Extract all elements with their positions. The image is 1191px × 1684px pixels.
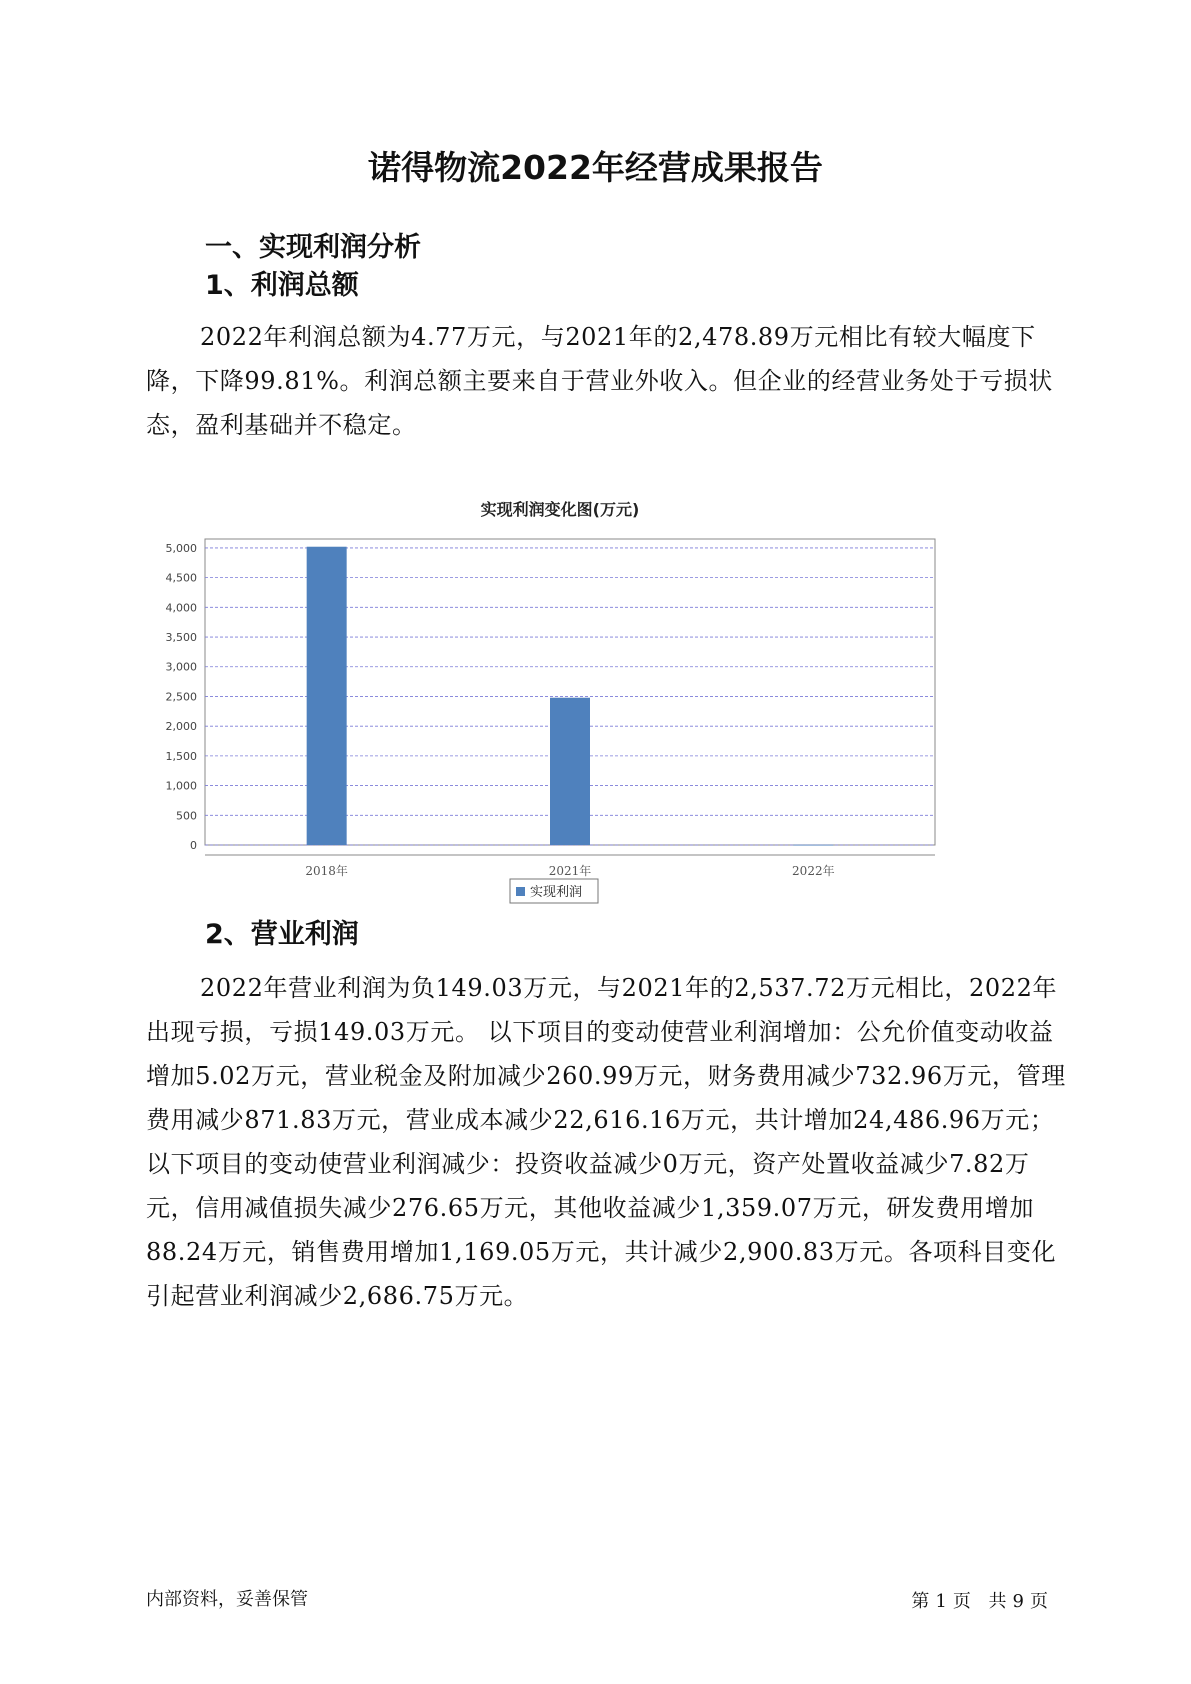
- y-tick-label: 5,000: [165, 541, 197, 555]
- page-prefix: 第: [911, 1591, 930, 1612]
- y-tick-label: 3,500: [165, 631, 197, 645]
- y-tick-label: 4,500: [165, 571, 197, 585]
- y-tick-label: 1,000: [165, 779, 197, 793]
- y-tick-label: 3,000: [165, 660, 197, 674]
- footer-confidential-note: 内部资料，妥善保管: [146, 1589, 308, 1610]
- y-tick-label: 500: [176, 809, 197, 823]
- y-tick-label: 2,500: [165, 690, 197, 704]
- footer-page-indicator: [908, 1587, 1051, 1613]
- document-title: 诺得物流2022年经营成果报告: [368, 148, 823, 187]
- total-pages: 9: [1012, 1591, 1024, 1612]
- total-prefix: 共: [988, 1591, 1007, 1612]
- operating-profit-paragraph: 2022年营业利润为负149.03万元，与2021年的2,537.72万元相比，2022年出现亏损，亏损149.03万元。 以下项目的变动使营业利润增加：公允价值变动收益增加5.02万元，营业税金及附加减少260.99万元，财务费用减少732.96万元，管理费用减少871.83万元，营业成本减少22,616.16万元，共计增加24,486.96万元；以下项目的变动使营业利润减少：投资收益减少0万元，资产处置收益减少7.82万元，信用减值损失减少276.65万元，其他收益减少1,359.07万元，研发费用增加88.24万元，销售费用增加1,169.05万元，共计减少2,900.83万元。各项科目变化引起营业利润减少2,686.75万元。: [146, 974, 1066, 1310]
- y-tick-label: 2,000: [165, 720, 197, 734]
- x-tick-label: 2018年: [305, 864, 348, 878]
- chart-legend: [510, 879, 598, 903]
- subsection-heading-operating-profit: 2、营业利润: [205, 919, 359, 950]
- total-suffix: 页: [1030, 1591, 1048, 1612]
- chart-svg: [150, 495, 1030, 955]
- total-profit-paragraph: 2022年利润总额为4.77万元，与2021年的2,478.89万元相比有较大幅度下降，下降99.81%。利润总额主要来自于营业外收入。但企业的经营业务处于亏损状态，盈利基础并不稳定。: [146, 323, 1053, 439]
- bar: [793, 845, 833, 846]
- x-tick-label: 2022年: [792, 864, 835, 878]
- y-tick-label: 0: [190, 839, 197, 852]
- y-tick-label: 1,500: [165, 749, 197, 763]
- bar: [550, 698, 590, 845]
- profit-bar-chart: [150, 495, 1030, 955]
- subsection-heading-total-profit: 1、利润总额: [205, 270, 359, 301]
- chart-title: 实现利润变化图(万元): [480, 500, 640, 519]
- page-number: 1: [935, 1591, 947, 1612]
- legend-label: 实现利润: [530, 885, 583, 900]
- y-tick-label: 4,000: [165, 601, 197, 615]
- legend-swatch: [516, 887, 525, 896]
- section-heading-profit-analysis: 一、实现利润分析: [205, 232, 421, 263]
- x-tick-label: 2021年: [548, 864, 592, 878]
- bar: [307, 547, 347, 845]
- page-mid: 页: [952, 1591, 971, 1612]
